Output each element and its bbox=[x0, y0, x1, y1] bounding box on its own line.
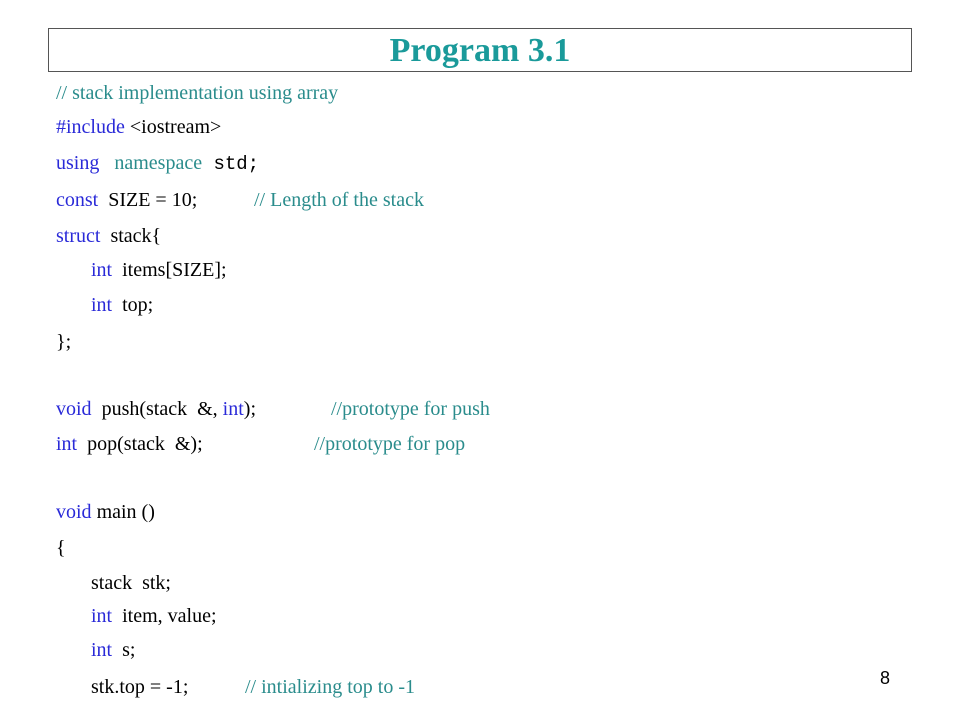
code-line-2 bbox=[56, 115, 221, 139]
code-line-1 bbox=[56, 81, 338, 105]
code-text: std; bbox=[202, 153, 260, 175]
code-keyword: int bbox=[222, 398, 244, 420]
code-keyword: void bbox=[56, 501, 92, 523]
code-text: pop(stack &); bbox=[77, 433, 203, 455]
code-comment: // stack implementation using array bbox=[56, 82, 339, 104]
code-line-10 bbox=[56, 432, 466, 456]
code-keyword: namespace bbox=[114, 152, 203, 174]
code-text: { bbox=[56, 537, 66, 559]
code-keyword: int bbox=[56, 433, 78, 455]
code-line-9 bbox=[56, 397, 490, 421]
code-text: s; bbox=[112, 639, 136, 661]
code-keyword: int bbox=[91, 639, 113, 661]
code-line-8 bbox=[56, 330, 71, 354]
code-text: push(stack &, bbox=[91, 398, 223, 420]
title-box bbox=[48, 28, 912, 72]
code-line-3 bbox=[56, 151, 259, 176]
code-keyword: #include bbox=[56, 116, 125, 138]
code-keyword: void bbox=[56, 398, 92, 420]
code-text: <iostream> bbox=[124, 116, 222, 138]
slide-title: Program 3.1 bbox=[389, 32, 571, 69]
code-keyword: int bbox=[91, 294, 113, 316]
code-keyword: struct bbox=[56, 225, 101, 247]
code-comment: //prototype for pop bbox=[314, 433, 466, 455]
code-keyword: using bbox=[56, 152, 100, 174]
code-text: }; bbox=[56, 331, 72, 353]
code-text: main () bbox=[91, 501, 155, 523]
code-keyword: const bbox=[56, 189, 99, 211]
page-number: 8 bbox=[880, 668, 891, 688]
code-line-16 bbox=[91, 675, 415, 699]
code-comment: // Length of the stack bbox=[254, 189, 424, 211]
code-line-12 bbox=[56, 536, 66, 560]
code-comment: //prototype for push bbox=[331, 398, 490, 420]
code-text: stk.top = -1; bbox=[91, 676, 189, 698]
code-line-7 bbox=[91, 293, 153, 317]
code-keyword: int bbox=[91, 259, 113, 281]
code-line-14 bbox=[91, 604, 217, 628]
code-text: items[SIZE]; bbox=[112, 259, 227, 281]
code-line-13 bbox=[91, 571, 171, 595]
code-line-15 bbox=[91, 638, 135, 662]
code-text: stack{ bbox=[100, 225, 162, 247]
code-line-4 bbox=[56, 188, 424, 212]
code-text: item, value; bbox=[112, 605, 217, 627]
code-line-11 bbox=[56, 500, 155, 524]
code-line-5 bbox=[56, 224, 161, 248]
code-comment: // intializing top to -1 bbox=[245, 676, 415, 698]
code-keyword: int bbox=[91, 605, 113, 627]
code-text: top; bbox=[112, 294, 154, 316]
code-line-6 bbox=[91, 258, 227, 282]
code-text: stack stk; bbox=[91, 572, 171, 594]
code-text: SIZE = 10; bbox=[98, 189, 198, 211]
code-text: ); bbox=[243, 398, 256, 420]
